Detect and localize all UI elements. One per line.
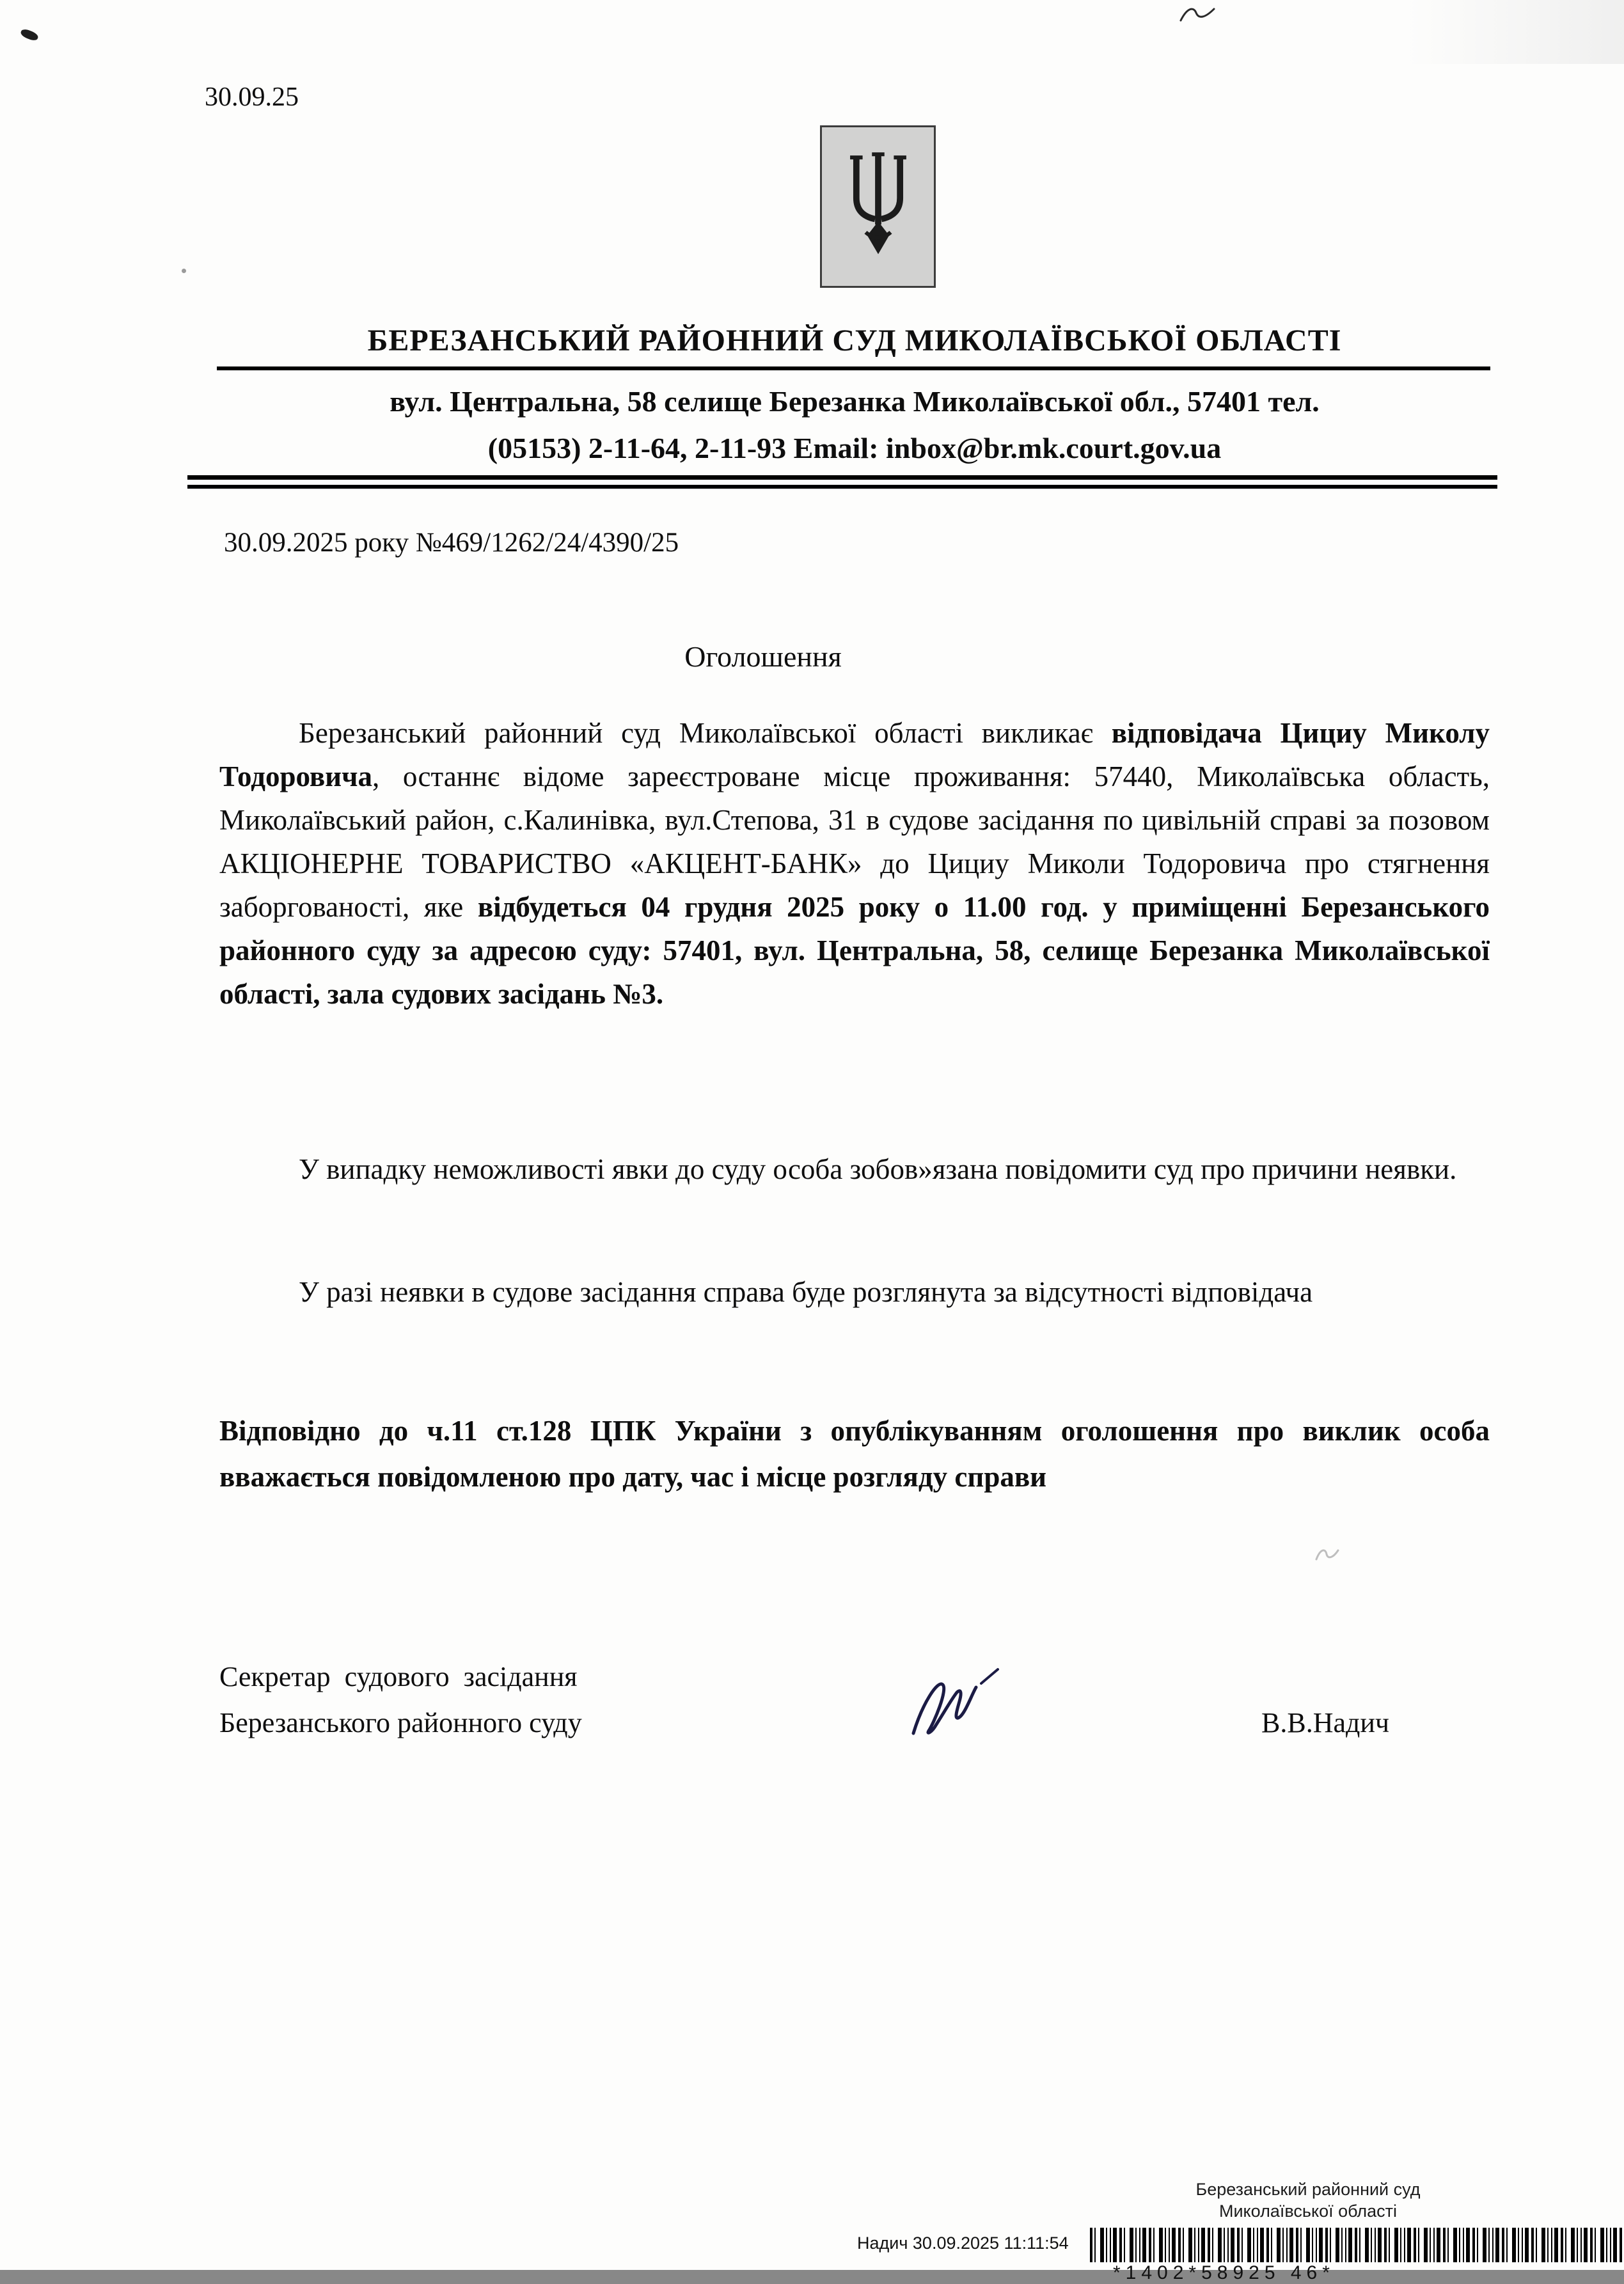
court-emblem-box (820, 125, 936, 288)
defendant-name: відповідача Цициу Миколу Тодоровича (219, 717, 1490, 792)
summons-text-run1: Березанський районний суд Миколаївської області викликає (299, 717, 1112, 749)
body-paragraph-absence: У разі неявки в судове засідання справа буде розглянута за відсутності відповідача (299, 1276, 1313, 1308)
header-double-rule-bottom (187, 485, 1497, 489)
footer-stamp-line2: Миколаївської області (1218, 2201, 1398, 2221)
body-paragraph-summons (219, 711, 1490, 1016)
header-rule (217, 366, 1490, 370)
summons-text-run2: , останнє відоме зареєстроване місце проживання: 57440, Миколаївська область, Миколаївський район, с.Калинівка, вул.Степова, 31 в судове засідання по цивільній справі за позовом АКЦІОНЕРНЕ ТОВАРИСТВО «АКЦЕНТ-БАНК» до Цициу Миколи Тодоровича про стягнення заборгованості, яке (219, 760, 1490, 923)
received-date-stamp: 30.09.25 (205, 83, 299, 112)
ukraine-trident-icon (839, 148, 917, 265)
scan-artifact-mark (20, 28, 40, 42)
hearing-date-place: відбудеться 04 грудня 2025 року о 11.00 год. у приміщенні Березанського районного суду за адресою суду: 57401, вул. Центральна, 58, селище Березанка Миколаївської області, зала судових засідань №3. (219, 891, 1490, 1010)
barcode-number-partial: *1402*58925 46* (1113, 2262, 1335, 2283)
signatory-role-line2: Березанського районного суду (219, 1707, 582, 1738)
document-barcode (1090, 2228, 1624, 2262)
scan-artifact-dot (182, 269, 186, 273)
court-address-line1: вул. Центральна, 58 селище Березанка Миколаївської обл., 57401 тел. (390, 385, 1320, 418)
body-paragraph-obligation: У випадку неможливості явки до суду особа зобов»язана повідомити суд про причини неявки. (299, 1153, 1457, 1185)
scan-edge-shade (1407, 0, 1624, 64)
header-double-rule-top (187, 475, 1497, 480)
court-address-line2: (05153) 2-11-64, 2-11-93 Email: inbox@br.mk.court.gov.ua (487, 432, 1222, 464)
body-paragraph-legal-basis: Відповідно до ч.11 ст.128 ЦПК України з опублікуванням оголошення про виклик особа вважається повідомленою про дату, час і місце розгляду справи (219, 1415, 1490, 1493)
signatory-name: В.В.Надич (1261, 1707, 1390, 1738)
scan-artifact-squiggle (1178, 4, 1217, 26)
signatory-role-line1: Секретар судового засідання (219, 1661, 578, 1692)
scan-artifact-faint-mark (1313, 1543, 1341, 1564)
document-reference-number: 30.09.2025 року №469/1262/24/4390/25 (224, 528, 679, 558)
court-name-heading: БЕРЕЗАНСЬКИЙ РАЙОННИЙ СУД МИКОЛАЇВСЬКОЇ ОБЛАСТІ (367, 324, 1342, 358)
footer-court-stamp (1116, 2178, 1500, 2222)
print-metadata: Надич 30.09.2025 11:11:54 (857, 2233, 1069, 2253)
footer-stamp-line1: Березанський районний суд (1195, 2180, 1421, 2199)
handwritten-signature (901, 1662, 1013, 1754)
document-title: Оголошення (684, 640, 842, 673)
